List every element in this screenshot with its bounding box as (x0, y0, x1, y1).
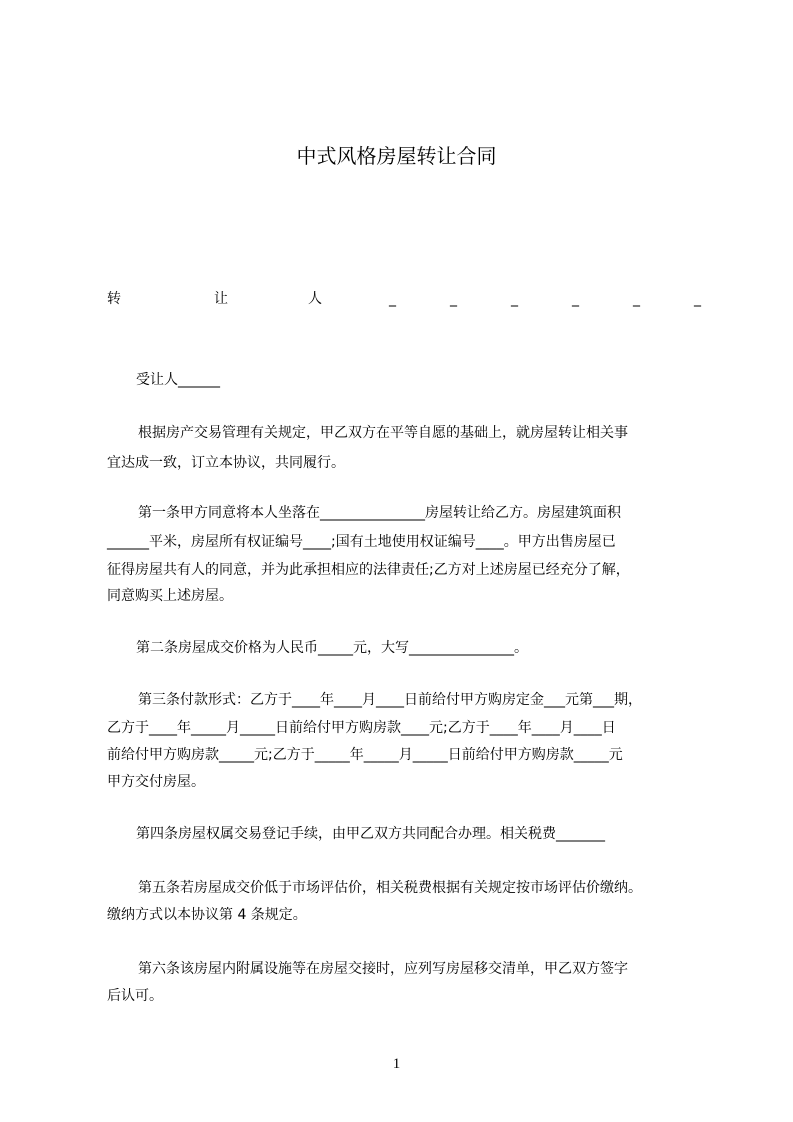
article1-line-1: 第一条甲方同意将本人坐落在_______________房屋转让给乙方。房屋建筑面积 (138, 505, 621, 521)
transferor-blank-1: _ (389, 291, 396, 307)
transferee-line: 受让人______ (136, 372, 220, 388)
article5-line-1: 第五条若房屋成交价低于市场评估价，相关税费根据有关规定按市场评估价缴纳。 (138, 880, 642, 896)
article3-line-1: 第三条付款形式：乙方于____年____月____日前给付甲方购房定金___元第___期， (138, 692, 642, 708)
transferor-blank-6: _ (694, 291, 701, 307)
article5-line-2: 缴纳方式以本协议第 4 条规定。 (107, 907, 307, 923)
article4-line: 第四条房屋权属交易登记手续，由甲乙双方共同配合办理。相关税费_______ (136, 826, 605, 842)
document-title: 中式风格房屋转让合同 (296, 144, 497, 168)
article2-line: 第二条房屋成交价格为人民币_____元，大写_______________。 (136, 640, 528, 656)
transferor-line (107, 289, 701, 310)
preamble-line-2: 宜达成一致，订立本协议，共同履行。 (107, 455, 345, 471)
transferor-char-3: 人 (308, 291, 322, 307)
article1-line-4: 同意购买上述房屋。 (107, 588, 233, 604)
transferor-blank-4: _ (572, 291, 579, 307)
transferor-blank-5: _ (633, 291, 640, 307)
transferor-blank-3: _ (511, 291, 518, 307)
preamble-line-1: 根据房产交易管理有关规定，甲乙双方在平等自愿的基础上，就房屋转让相关事 (138, 425, 628, 441)
transferor-char-2: 让 (214, 291, 228, 307)
article1-line-3: 征得房屋共有人的同意，并为此承担相应的法律责任;乙方对上述房屋已经充分了解， (107, 562, 630, 578)
article6-line-2: 后认可。 (107, 988, 163, 1004)
transferor-char-1: 转 (107, 291, 121, 307)
article6-line-1: 第六条该房屋内附属设施等在房屋交接时，应列写房屋移交清单，甲乙双方签字 (138, 961, 628, 977)
transferor-blank-2: _ (450, 291, 457, 307)
page-number: 1 (392, 1056, 401, 1072)
article3-line-3: 前给付甲方购房款_____元;乙方于_____年_____月_____日前给付甲方购房款_____元 (107, 747, 623, 763)
article1-line-2: ______平米，房屋所有权证编号____;国有土地使用权证编号____。甲方出售房屋已 (107, 534, 616, 550)
article3-line-4: 甲方交付房屋。 (107, 774, 205, 790)
article3-line-2: 乙方于____年_____月_____日前给付甲方购房款____元;乙方于____年____月____日 (107, 720, 616, 736)
